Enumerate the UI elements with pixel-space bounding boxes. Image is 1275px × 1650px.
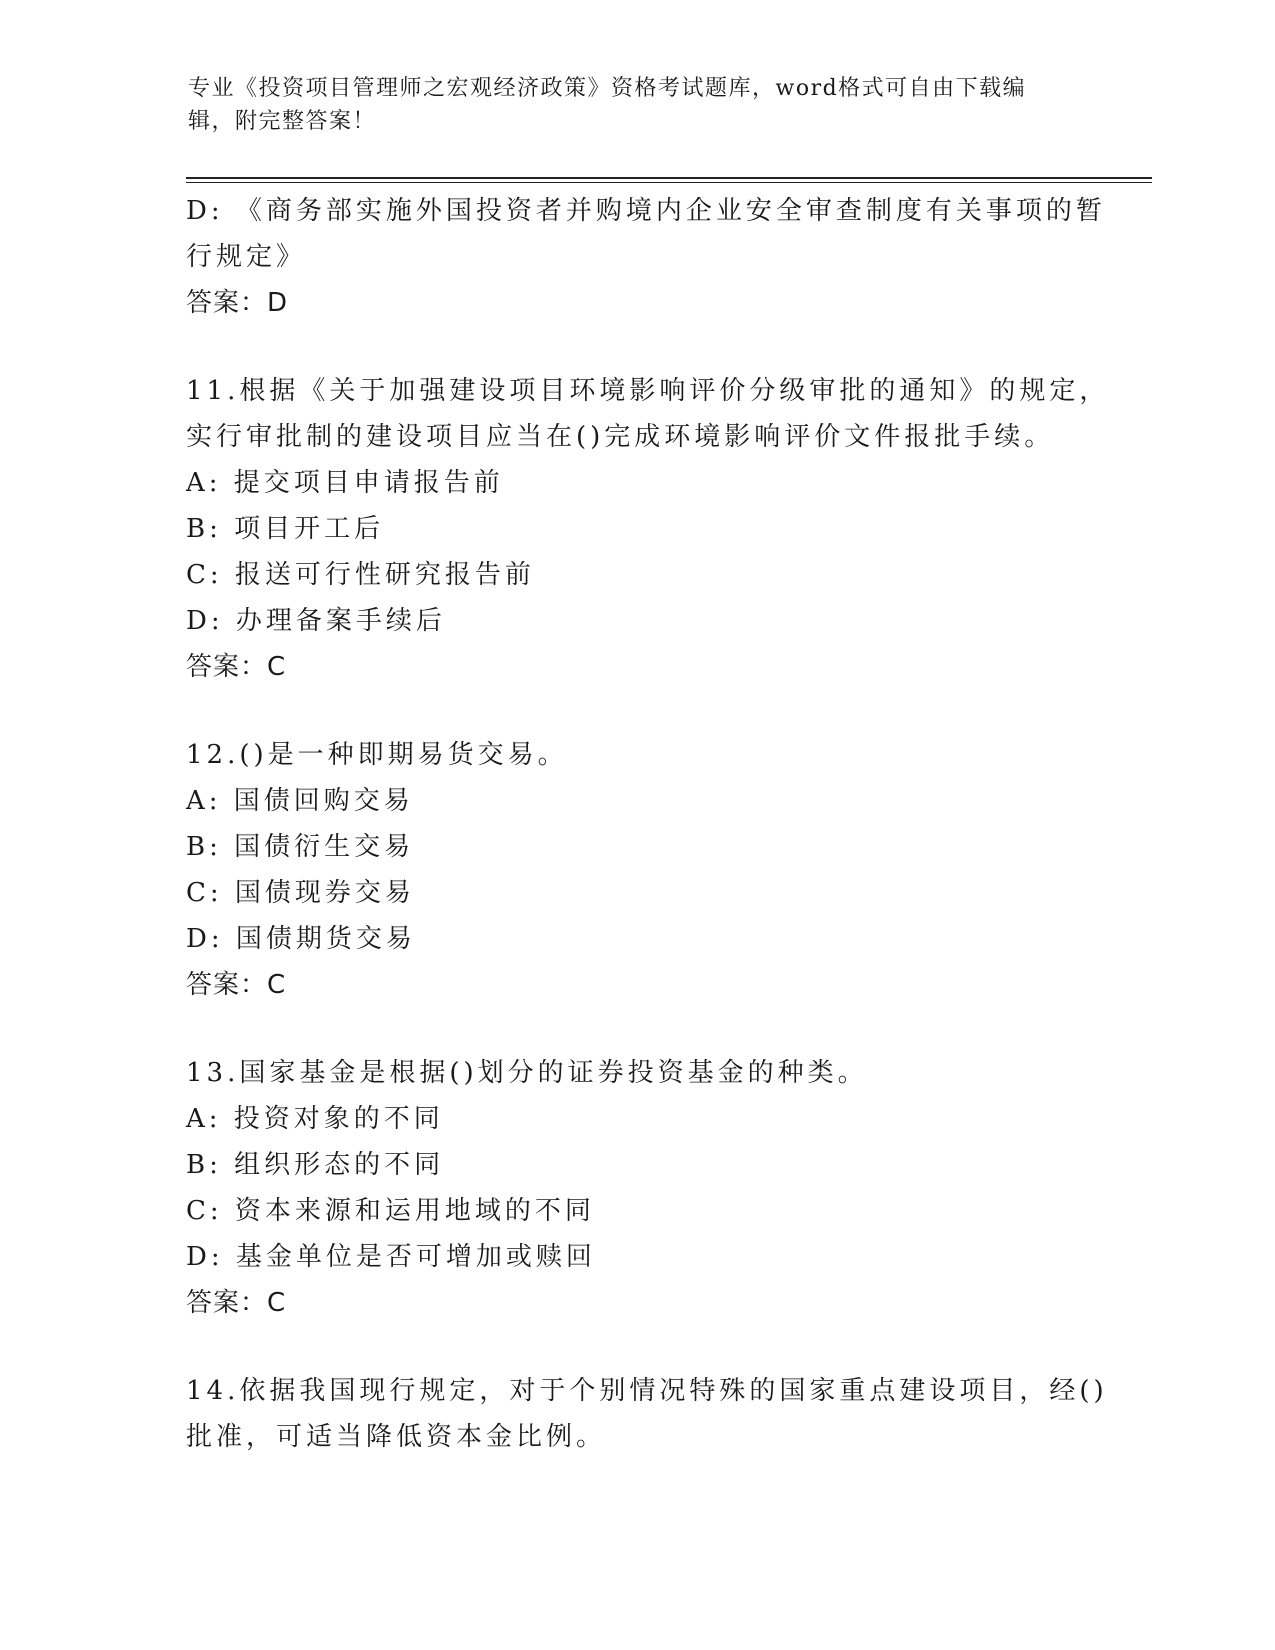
option-d-line-2: 行规定》 [186,242,307,272]
previous-question-tail [186,188,1106,326]
document-body [186,188,1110,1460]
answer-line: 答案：C [186,970,287,1000]
question-stem-line-1: 14.依据我国现行规定，对于个别情况特殊的国家重点建设项目，经() [186,1376,1108,1406]
question-stem-line-2: 实行审批制的建设项目应当在()完成环境影响评价文件报批手续。 [186,422,1055,452]
question-stem-line-1: 11.根据《关于加强建设项目环境影响评价分级审批的通知》的规定， [186,376,1110,406]
option-b: B: 项目开工后 [186,514,385,544]
option-d: D: 国债期货交易 [186,924,416,954]
header-divider-thick [186,177,1152,179]
option-a: A: 提交项目申请报告前 [186,468,504,498]
option-b: B: 组织形态的不同 [186,1150,445,1180]
option-c: C: 资本来源和运用地域的不同 [186,1196,595,1226]
option-d: D: 基金单位是否可增加或赎回 [186,1242,596,1272]
header-divider-thin [186,182,1152,183]
question-13 [186,1050,1086,1326]
question-stem-line-1: 13.国家基金是根据()划分的证券投资基金的种类。 [186,1058,868,1088]
question-11 [186,368,1110,690]
question-12 [186,732,1086,1008]
document-header [188,72,1068,138]
question-stem-line-1: 12.()是一种即期易货交易。 [186,740,568,770]
header-line-2: 辑，附完整答案！ [188,109,377,134]
answer-line: 答案：C [186,1288,287,1318]
spacer [186,690,1086,732]
answer-line: 答案：D [186,288,289,318]
spacer [186,1326,1086,1368]
answer-line: 答案：C [186,652,287,682]
spacer [186,1008,1086,1050]
question-stem-line-2: 批准，可适当降低资本金比例。 [186,1422,607,1452]
option-d: D: 办理备案手续后 [186,606,446,636]
option-d-line-1: D: 《商务部实施外国投资者并购境内企业安全审查制度有关事项的暂 [186,196,1106,226]
option-b: B: 国债衍生交易 [186,832,415,862]
option-c: C: 国债现券交易 [186,878,415,908]
header-line-1: 专业《投资项目管理师之宏观经济政策》资格考试题库，word格式可自由下载编 [188,76,1027,101]
question-14 [186,1368,1108,1460]
option-a: A: 投资对象的不同 [186,1104,444,1134]
option-c: C: 报送可行性研究报告前 [186,560,535,590]
spacer [186,326,1086,368]
option-a: A: 国债回购交易 [186,786,414,816]
